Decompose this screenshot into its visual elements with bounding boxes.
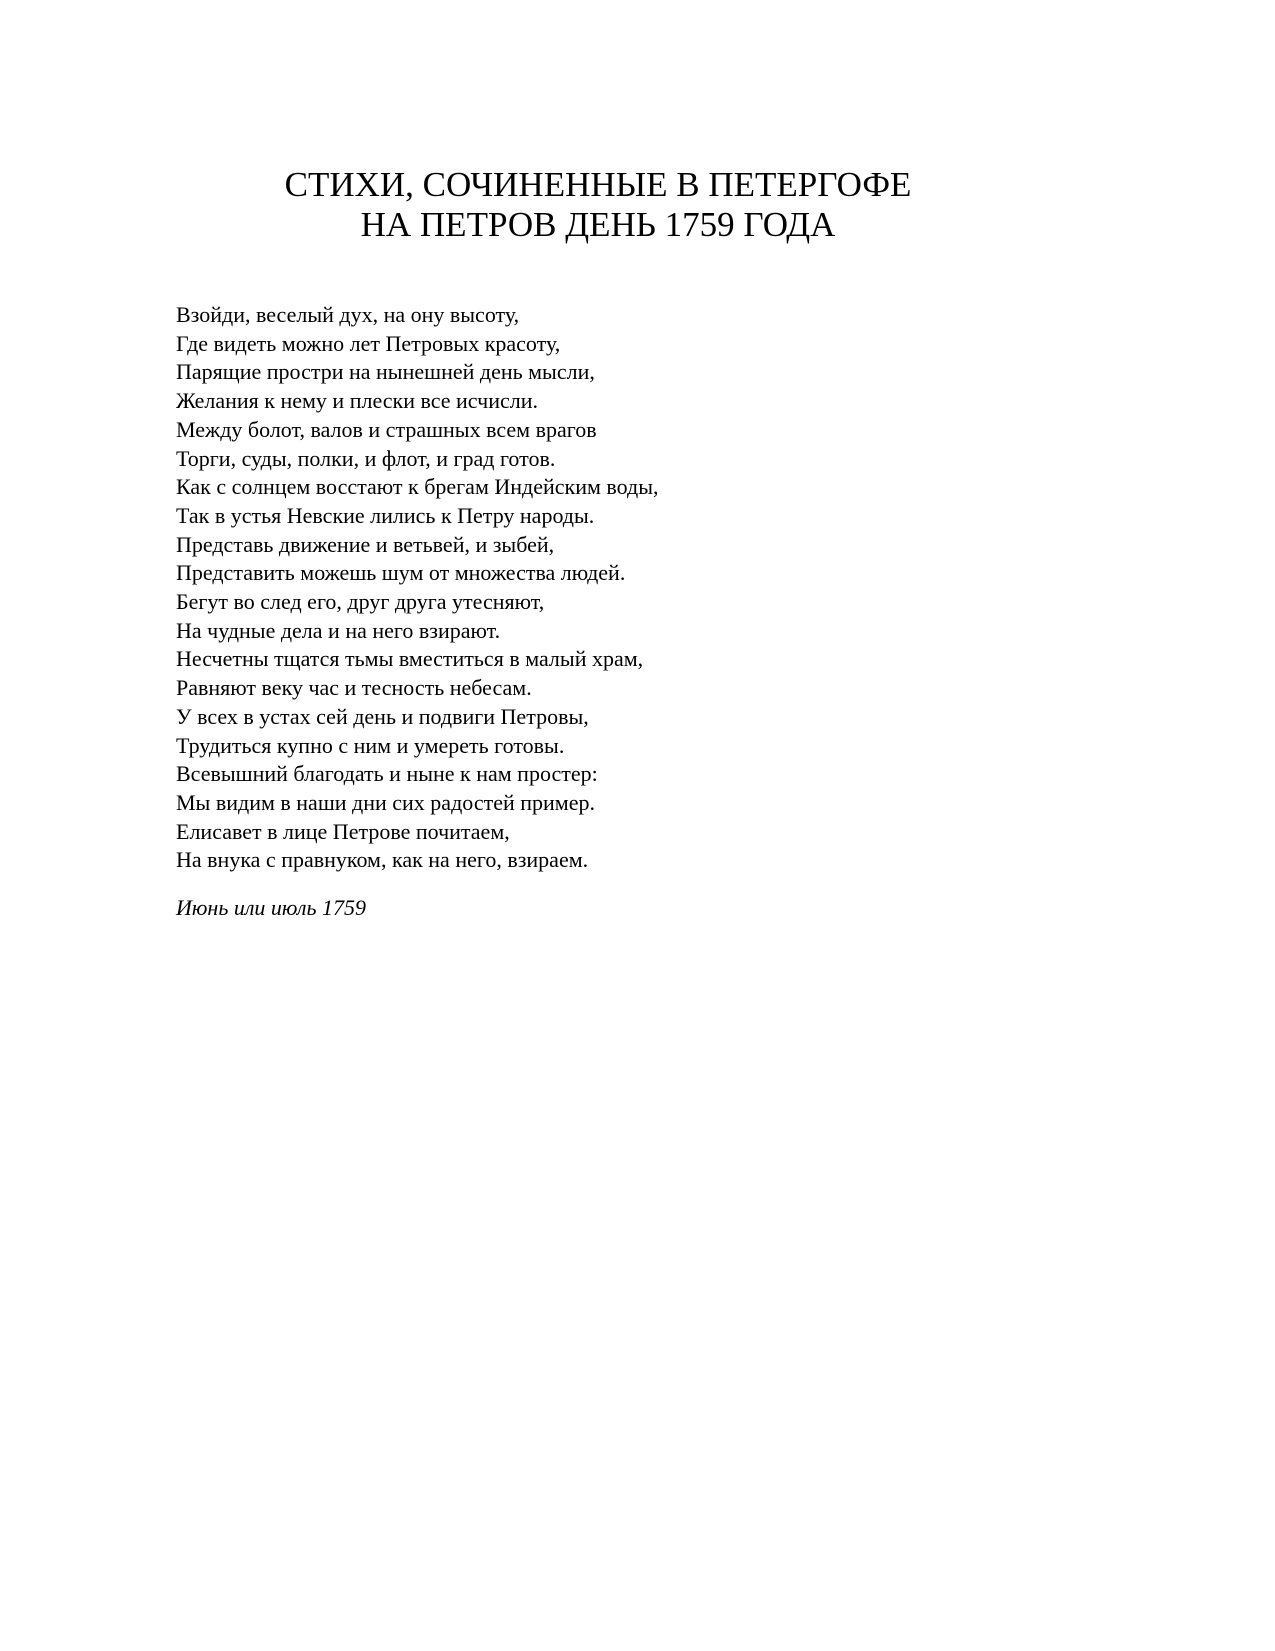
poem-line: Представить можешь шум от множества людей.	[176, 560, 626, 586]
poem-line: Мы видим в наши дни сих радостей пример.	[176, 789, 595, 815]
poem-line: Всевышний благодать и ныне к нам простер:	[176, 761, 598, 787]
poem-line: Трудиться купно с ним и умереть готовы.	[176, 732, 565, 758]
poem-line: Бегут во след его, друг друга утесняют,	[176, 589, 545, 615]
poem-line: Где видеть можно лет Петровых красоту,	[176, 330, 561, 356]
poem-line: Так в устья Невские лились к Петру народы.	[176, 502, 595, 528]
poem-line: Равняют веку час и тесность небесам.	[176, 675, 532, 701]
poem-line: Желания к нему и плески все исчисли.	[176, 388, 538, 414]
poem-line: Торги, суды, полки, и флот, и град готов.	[176, 445, 556, 471]
poem-title-line-2: НА ПЕТРОВ ДЕНЬ 1759 ГОДА	[360, 205, 836, 244]
poem-title-line-1: СТИХИ, СОЧИНЕННЫЕ В ПЕТЕРГОФЕ	[284, 165, 912, 204]
poem-line: На чудные дела и на него взирают.	[176, 617, 501, 643]
poem-line: Елисавет в лице Петрове почитаем,	[176, 818, 510, 844]
poem-date: Июнь или июль 1759	[176, 895, 366, 920]
poem-body	[176, 301, 659, 875]
poem-line: У всех в устах сей день и подвиги Петровы,	[176, 703, 589, 729]
poem-line: Между болот, валов и страшных всем врагов	[176, 416, 597, 442]
poem-line: Взойди, веселый дух, на ону высоту,	[176, 302, 520, 327]
poem-line: Несчетны тщатся тьмы вместиться в малый храм,	[176, 646, 644, 672]
poem-line: Представь движение и ветьвей, и зыбей,	[176, 531, 555, 557]
poem-line: Парящие простри на нынешней день мысли,	[176, 359, 595, 385]
poem-line: На внука с правнуком, как на него, взираем.	[176, 847, 589, 873]
poem-line: Как с солнцем восстают к брегам Индейским воды,	[176, 474, 659, 500]
poem-title	[258, 165, 938, 245]
